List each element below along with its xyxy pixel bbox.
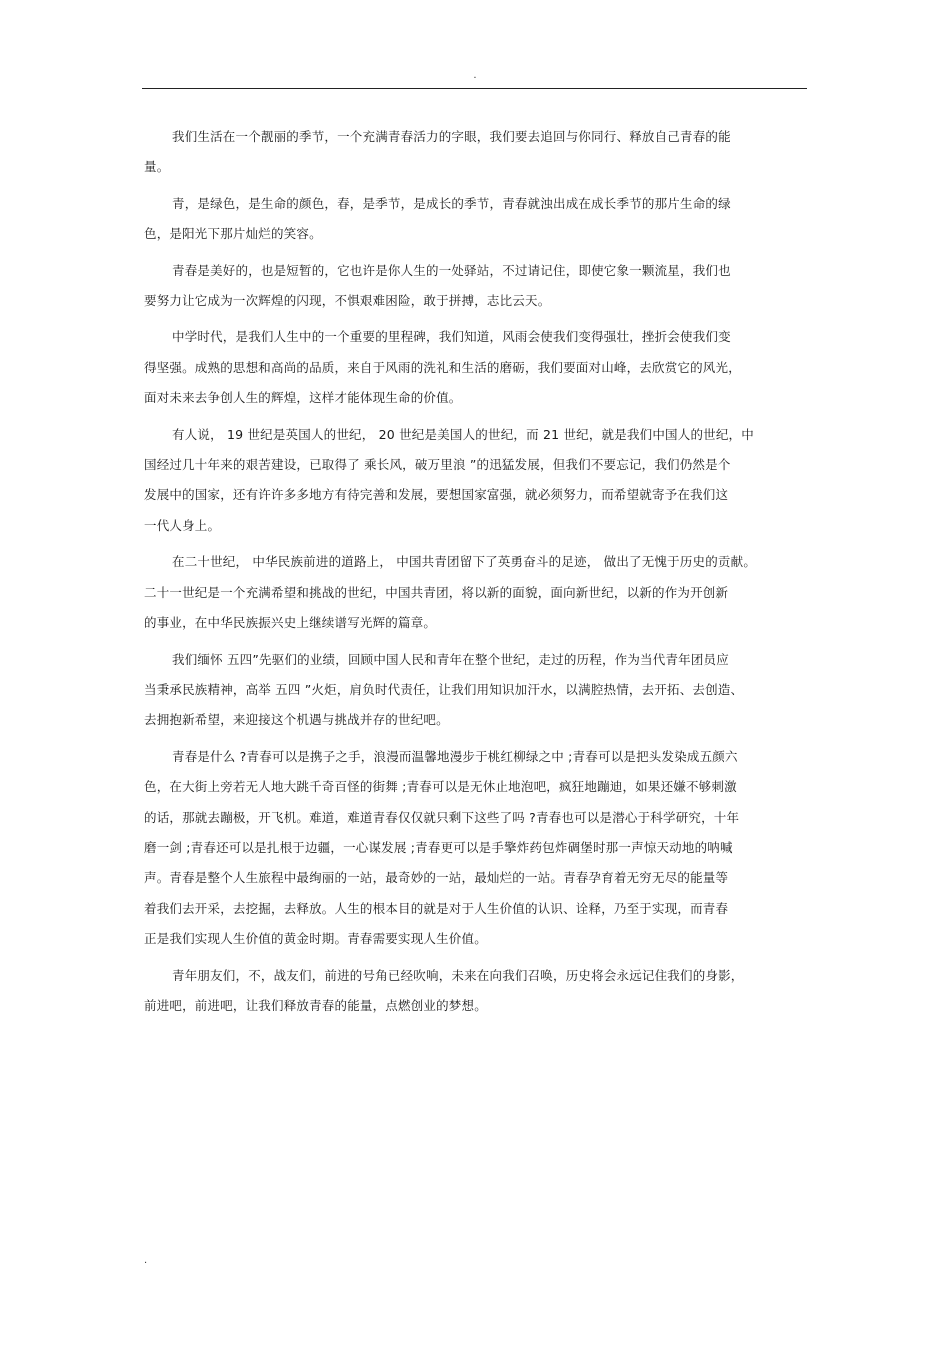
paragraph xyxy=(144,547,804,638)
document-body xyxy=(144,122,804,1027)
paragraph xyxy=(144,322,804,413)
paragraph xyxy=(144,189,804,250)
text-line: 青，是绿色，是生命的颜色，春，是季节，是成长的季节，青春就浊出成在成长季节的那片生命的绿 xyxy=(172,195,731,211)
paragraph xyxy=(144,645,804,736)
text-line: 当秉承民族精神，高举 五四 ”火炬，肩负时代责任，让我们用知识加汗水，以满腔热情，去开拓、去创造、 xyxy=(144,681,744,697)
text-line: 我们缅怀 五四”先驱们的业绩，回顾中国人民和青年在整个世纪，走过的历程，作为当代青年团员应 xyxy=(172,651,729,667)
footer-mark: . xyxy=(144,1255,148,1266)
text-line: 要努力让它成为一次辉煌的闪现，不惧艰难困险，敢于拼搏，志比云天。 xyxy=(144,293,551,309)
paragraph xyxy=(144,256,804,317)
text-line: 面对未来去争创人生的辉煌，这样才能体现生命的价值。 xyxy=(144,390,462,406)
text-line: 一代人身上。 xyxy=(144,517,221,533)
text-line: 磨一剑 ;青春还可以是扎根于边疆，一心谋发展 ;青春更可以是手擎炸药包炸碉堡时那一声惊天动地的呐喊 xyxy=(144,839,733,855)
text-line: 我们生活在一个靓丽的季节，一个充满青春活力的字眼，我们要去追回与你同行、释放自己青春的能 xyxy=(172,129,731,144)
text-line: 着我们去开采，去挖掘，去释放。人生的根本目的就是对于人生价值的认识、诠释，乃至于实现，而青春 xyxy=(144,900,729,916)
text-line: 量。 xyxy=(144,159,170,175)
paragraph xyxy=(144,122,804,183)
text-line: 得坚强。成熟的思想和高尚的品质，来自于风雨的洗礼和生活的磨砺，我们要面对山峰，去欣赏它的风光， xyxy=(144,359,741,375)
text-line: 声。青春是整个人生旅程中最绚丽的一站，最奇妙的一站，最灿烂的一站。青春孕育着无穷无尽的能量等 xyxy=(144,870,729,886)
header-mark: . xyxy=(473,70,477,81)
text-line: 青春是什么 ?青春可以是携子之手，浪漫而温馨地漫步于桃红柳绿之中 ;青春可以是把头发染成五颜六 xyxy=(172,748,738,764)
text-line: 青年朋友们，不，战友们，前进的号角已经吹响，未来在向我们召唤，历史将会永远记住我们的身影， xyxy=(172,967,744,983)
paragraph xyxy=(144,420,804,542)
text-line: 中学时代，是我们人生中的一个重要的里程碑，我们知道，风雨会使我们变得强壮，挫折会使我们变 xyxy=(172,329,731,345)
text-line: 去拥抱新希望，来迎接这个机遇与挑战并存的世纪吧。 xyxy=(144,712,449,728)
text-line: 发展中的国家，还有许许多多地方有待完善和发展，要想国家富强，就必须努力，而希望就寄予在我们这 xyxy=(144,487,729,503)
text-line: 青春是美好的，也是短暂的，它也许是你人生的一处驿站，不过请记住，即使它象一颗流星，我们也 xyxy=(172,262,731,278)
text-line: 二十一世纪是一个充满希望和挑战的世纪，中国共青团，将以新的面貌，面向新世纪，以新的作为开创新 xyxy=(144,584,729,600)
header-rule xyxy=(142,88,807,89)
text-line: 国经过几十年来的艰苦建设，已取得了 乘长风，破万里浪 ”的迅猛发展，但我们不要忘记，我们仍然是个 xyxy=(144,457,731,473)
text-line: 有人说， 19 世纪是英国人的世纪， 20 世纪是美国人的世纪，而 21 世纪，就是我们中国人的世纪，中 xyxy=(172,426,754,442)
text-line: 的话，那就去蹦极，开飞机。难道，难道青春仅仅就只剩下这些了吗 ?青春也可以是潜心于科学研究，十年 xyxy=(144,809,740,825)
text-line: 正是我们实现人生价值的黄金时期。青春需要实现人生价值。 xyxy=(144,931,487,947)
text-line: 在二十世纪， 中华民族前进的道路上， 中国共青团留下了英勇奋斗的足迹， 做出了无愧于历史的贡献。 xyxy=(172,554,757,570)
text-line: 色，在大街上旁若无人地大跳千奇百怪的街舞 ;青春可以是无休止地泡吧，疯狂地蹦迪，如果还嫌不够刺激 xyxy=(144,779,737,795)
paragraph xyxy=(144,961,804,1022)
text-line: 前进吧，前进吧，让我们释放青春的能量，点燃创业的梦想。 xyxy=(144,997,487,1013)
text-line: 的事业，在中华民族振兴史上继续谱写光辉的篇章。 xyxy=(144,615,437,631)
paragraph xyxy=(144,742,804,955)
text-line: 色，是阳光下那片灿烂的笑容。 xyxy=(144,226,322,242)
